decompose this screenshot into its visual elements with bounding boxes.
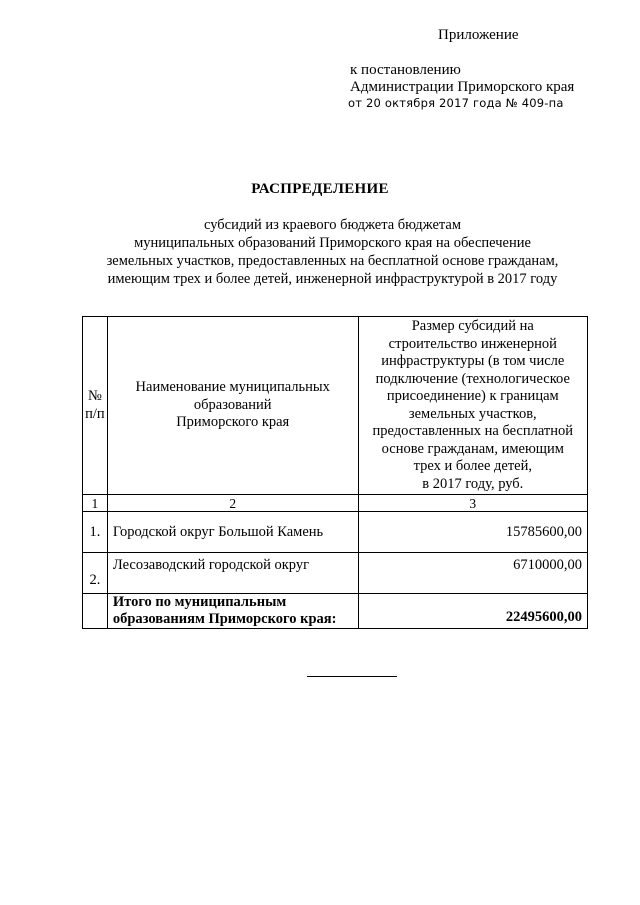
column-number-cell: 1 (83, 495, 108, 512)
header-amount-cell (358, 317, 587, 495)
header-number-line: п/п (85, 405, 105, 422)
header-amount-line: в 2017 году, руб. (422, 475, 524, 492)
column-number-cell: 3 (358, 495, 587, 512)
table-row (83, 553, 588, 594)
total-label-line: образованиям Приморского края: (112, 611, 337, 627)
document-subtitle (80, 216, 585, 288)
table-row (83, 512, 588, 553)
row-amount: 15785600,00 (358, 512, 587, 553)
total-amount: 22495600,00 (358, 594, 587, 629)
row-municipality: Лесозаводский городской округ (107, 553, 358, 594)
header-name-line: Наименование муниципальных (135, 379, 330, 396)
total-row (83, 594, 588, 629)
row-amount: 6710000,00 (358, 553, 587, 594)
total-label (107, 594, 358, 629)
table-header-row (83, 317, 588, 495)
header-number-line: № (88, 388, 102, 404)
header-name-line: Приморского края (176, 414, 290, 431)
appendix-date-number: от 20 октября 2017 года № 409-па (348, 96, 564, 110)
header-amount-line: предоставленных на бесплатной (372, 423, 574, 439)
appendix-administration: Администрации Приморского края (350, 79, 575, 95)
subtitle-line: муниципальных образований Приморского края на обеспечение (134, 235, 531, 251)
column-number-cell: 2 (107, 495, 358, 512)
header-amount-line: основе гражданам, имеющим (381, 440, 564, 457)
header-amount-line: подключение (технологическое (375, 370, 570, 387)
header-amount-line: трех и более детей, (413, 458, 532, 474)
appendix-title: Приложение (438, 27, 519, 43)
header-amount-line: Размер субсидий на (411, 318, 534, 334)
end-divider-line (307, 676, 397, 677)
header-name-line: образований (193, 396, 272, 413)
header-amount-line: земельных участков, (408, 405, 537, 422)
column-numbers-row (83, 495, 588, 512)
row-number: 1. (83, 512, 108, 553)
appendix-to-resolution: к постановлению (350, 62, 461, 78)
header-amount-line: присоединение) к границам (386, 388, 559, 404)
row-municipality: Городской округ Большой Камень (107, 512, 358, 553)
total-label-line: Итого по муниципальным (112, 594, 287, 610)
header-name-cell (107, 317, 358, 495)
header-amount-line: инфраструктуры (в том числе (381, 353, 565, 369)
header-number-cell (83, 317, 108, 495)
total-number-cell (83, 594, 108, 629)
subtitle-line: имеющим трех и более детей, инженерной инфраструктурой в 2017 году (107, 271, 558, 287)
subsidy-distribution-table (82, 316, 588, 629)
document-title: РАСПРЕДЕЛЕНИЕ (251, 181, 389, 197)
header-amount-line: строительство инженерной (388, 335, 557, 352)
subtitle-line: субсидий из краевого бюджета бюджетам (203, 217, 462, 233)
subtitle-line: земельных участков, предоставленных на бесплатной основе гражданам, (106, 253, 559, 269)
row-number: 2. (83, 553, 108, 594)
